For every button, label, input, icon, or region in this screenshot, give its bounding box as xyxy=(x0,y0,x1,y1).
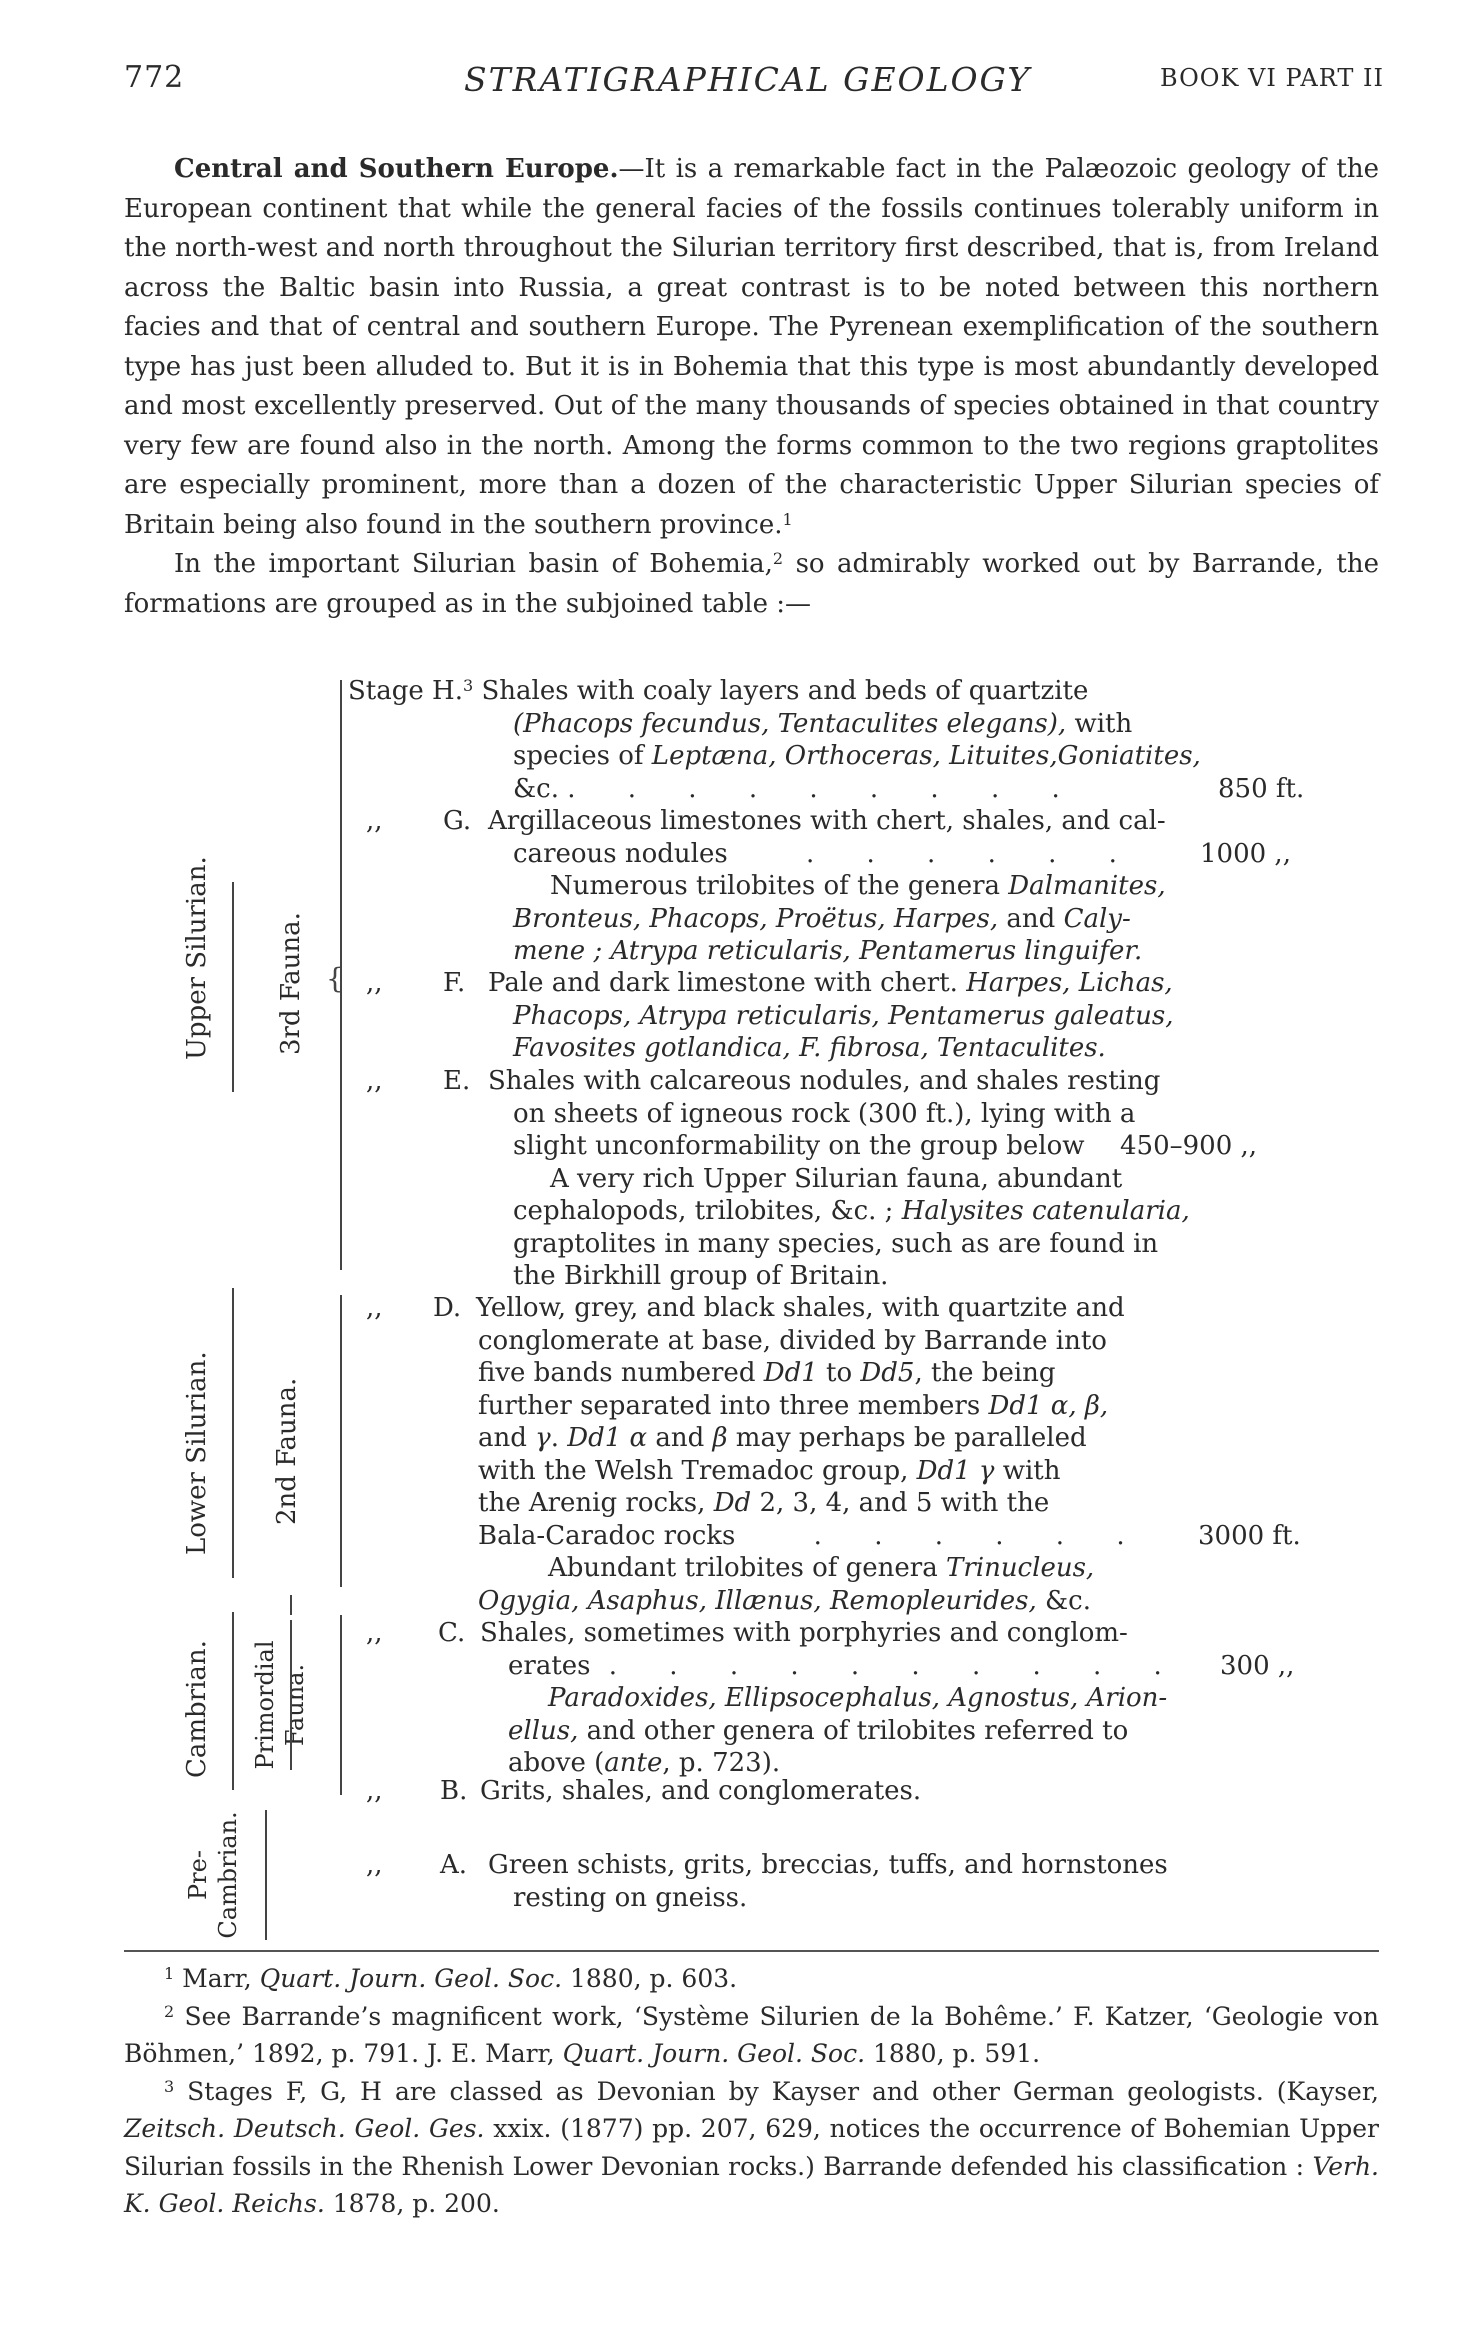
stage-g-thickness: 1000 ,, xyxy=(1200,838,1291,869)
system-label-lower-silurian: Lower Silurian. xyxy=(182,1351,212,1555)
book-part-label: BOOK VI PART II xyxy=(1160,64,1384,92)
brace-pre-cambrian xyxy=(265,1810,267,1940)
stage-d-thickness: 3000 ft. xyxy=(1198,1520,1301,1551)
paragraph-central-southern-europe: Central and Southern Europe.—It is a remarkable fact in the Palæozoic geology of the European continent that while the general facies of the fossils continues tolerably uniform in the north-west and north throughout the Silurian territory first described, that is, from Ireland across the Baltic basin into Russia, a great contrast is to be noted between this northern facies and that of central and southern Europe. The Pyrenean exemplification of the southern type has just been alluded to. But it is in Bohemia that this type is most abundantly developed and most excellently preserved. Out of the many thousands of species obtained in that country very few are found also in the north. Among the forms common to the two regions graptolites are especially prominent, more than a dozen of the characteristic Upper Silurian species of Britain being also found in the southern province.$^1$ xyxy=(124,154,1379,540)
running-header xyxy=(124,60,1384,100)
body-text xyxy=(124,150,1379,624)
bracket-second-fauna xyxy=(340,1295,342,1587)
stage-b-label: B. xyxy=(440,1776,468,1806)
fauna-label-primordial: Primordial Fauna. xyxy=(251,1640,309,1770)
stage-f-label: F. xyxy=(443,968,466,998)
system-label-pre-cambrian: Pre- Cambrian. xyxy=(184,1811,242,1939)
footnote-ref-1: 1 xyxy=(782,509,793,529)
footnote-1: $^1$ Marr, Quart. Journ. Geol. Soc. 1880, p. 603. xyxy=(164,1964,738,1993)
stage-d-label: D. xyxy=(433,1293,462,1323)
stage-a-label: A. xyxy=(440,1850,468,1880)
stage-g-label: G. xyxy=(443,806,472,836)
stage-c-thickness: 300 ,, xyxy=(1220,1650,1295,1681)
system-label-upper-silurian: Upper Silurian. xyxy=(182,856,212,1060)
footnote-rule xyxy=(124,1950,1379,1952)
stratigraphy-table: Upper Silurian. Lower Silurian. Cambrian. Pre- Cambrian. 3rd Fauna. 2nd Fauna. Primordial Fauna. Stage H.$^3$ Shales with coaly layers and beds of quartzite (Phacops fecundus, Tentaculites elegans), with species of Leptæna, Orthoceras, Lituites,Goniatites, &c. . . . . . . . . . 850 ft. ,, G. Argillaceous limestones with chert, shales, and cal- careous nodules . . . . . . 1000 ,, Numerous trilobites of the genera Dalmanites, Bronteus, Phacops, Proëtus, Harpes, and Caly- mene ; Atrypa reticularis, Pentamerus linguifer. { ,, F. Pale and dark limestone with chert. Harpes, Lichas, Phacops, Atrypa reticularis, Pentamerus galeatus, Favosites gotlandica, F. fibrosa, Tentaculites. ,, E. Shales with calcareous nodules, and shales resting on sheets of igneous rock (300 ft.), lying with a slight unconformability on the group below 450–900 ,, A very rich Upper Silurian fauna, abundant cephalopods, trilobites, &c. ; Halysites catenularia, graptolites in many species, such as are found in the Birkhill group of Britain. ,, D. Yellow, grey, and black shales, with quartzite and conglomerate at base, divided by Barrande into five bands numbered Dd1 to Dd5, the being further separated into three members Dd1 α, β, and γ. Dd1 α and β may perhaps be paralleled with the Welsh Tremadoc group, Dd1 γ with the Arenig rocks, Dd 2, 3, 4, and 5 with the Bala-Caradoc rocks . . . . . . 3000 ft. Abundant trilobites of genera Trinucleus, Ogygia, Asaphus, Illænus, Remopleurides, &c. ,, C. Shales, sometimes with porphyries and conglom- erates . . . . . . . . . . 300 ,, Paradoxides, Ellipsocephalus, Agnostus, Arion- ellus, and other genera of trilobites referred to above (ante, p. 723). ,, B. Grits, shales, and conglomerates. ,, A. Green schists, grits, breccias, tuffs, and hornstones resting on gneiss. xyxy=(0,0,1459,1935)
footnote-ref-2: 2 xyxy=(772,549,784,568)
footnote-2: $^2$ See Barrande’s magnificent work, ‘Système Silurien de la Bohême.’ F. Katzer, ‘Geologie von Böhmen,’ 1892, p. 791. J. E. Marr, Quart. Journ. Geol. Soc. 1880, p. 591. xyxy=(124,2001,1379,2068)
page-number: 772 xyxy=(124,60,185,95)
footnote-ref-3: 3 xyxy=(463,676,474,695)
footnote-3: $^3$ Stages F, G, H are classed as Devonian by Kayser and other German geologists. (Kayser, Zeitsch. Deutsch. Geol. Ges. xxix. (1877) pp. 207, 629, notices the occurrence of Bohemian Upper Silurian fossils in the Rhenish Lower Devonian rocks.) Barrande defended his classification : Verh. K. Geol. Reichs. 1878, p. 200. xyxy=(124,2076,1380,2218)
stage-e-label: E. xyxy=(443,1066,471,1096)
section-heading: Central and Southern Europe. xyxy=(174,154,619,184)
footnotes xyxy=(124,1960,1379,2223)
fauna-label-third: 3rd Fauna. xyxy=(276,912,306,1055)
brace-cambrian xyxy=(232,1612,234,1790)
fauna-label-second: 2nd Fauna. xyxy=(272,1377,302,1525)
stage-e-thickness: 450–900 ,, xyxy=(1120,1131,1258,1161)
paragraph-bohemia: In the important Silurian basin of Bohemia,$^2$ so admirably worked out by Barrande, the formations are grouped as in the subjoined table :— xyxy=(124,549,1379,619)
stage-c-label: C. xyxy=(438,1618,466,1648)
stage-h-thickness: 850 ft. xyxy=(1218,773,1305,804)
brace-upper-silurian xyxy=(232,882,234,1092)
bracket-primordial-fauna xyxy=(340,1615,342,1795)
stage-h-label: Stage H. xyxy=(348,676,463,706)
brace-second-fauna-bottom xyxy=(290,1595,292,1615)
brace-primordial-fauna xyxy=(290,1620,292,1770)
system-label-cambrian: Cambrian. xyxy=(182,1640,212,1778)
brace-lower-silurian xyxy=(232,1288,234,1578)
running-title: STRATIGRAPHICAL GEOLOGY xyxy=(464,60,1032,99)
